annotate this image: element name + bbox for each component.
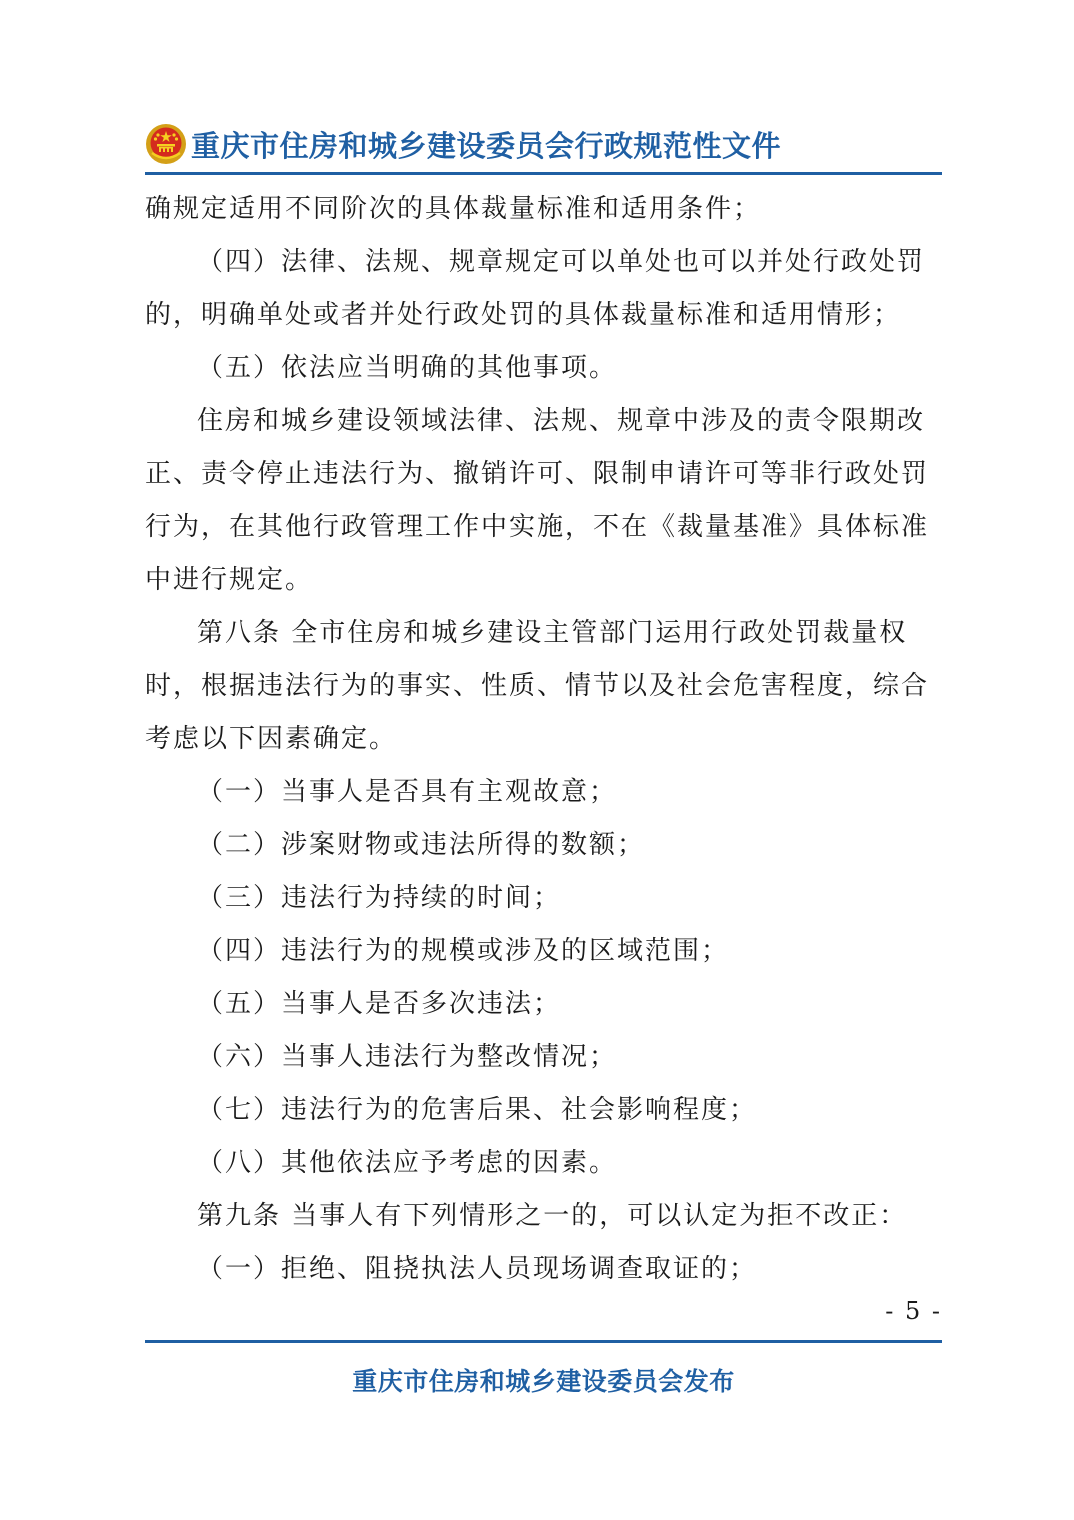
body-line: （五）依法应当明确的其他事项。 [197, 353, 618, 383]
body-line: （八）其他依法应予考虑的因素。 [197, 1148, 618, 1178]
body-line: （一）拒绝、阻挠执法人员现场调查取证的； [197, 1254, 758, 1284]
body-line: （七）违法行为的危害后果、社会影响程度； [197, 1095, 758, 1125]
body-line: 第八条 全市住房和城乡建设主管部门运用行政处罚裁量权 [197, 618, 908, 648]
body-line: （一）当事人是否具有主观故意； [197, 777, 618, 807]
page-number: - 5 - [885, 1297, 942, 1325]
body-line: 行为，在其他行政管理工作中实施，不在《裁量基准》具体标准 [145, 512, 930, 542]
body-line: 中进行规定。 [145, 565, 314, 595]
body-line: 确规定适用不同阶次的具体裁量标准和适用条件； [145, 194, 762, 224]
body-line: （五）当事人是否多次违法； [197, 989, 562, 1019]
body-line: （四）违法行为的规模或涉及的区域范围； [197, 936, 730, 966]
body-line: （三）违法行为持续的时间； [197, 883, 562, 913]
footer-divider [145, 1340, 942, 1343]
body-line: 时，根据违法行为的事实、性质、情节以及社会危害程度，综合 [145, 671, 930, 701]
body-line: 第九条 当事人有下列情形之一的，可以认定为拒不改正： [197, 1201, 908, 1231]
body-line: 正、责令停止违法行为、撤销许可、限制申请许可等非行政处罚 [145, 459, 930, 489]
document-body [145, 183, 942, 1296]
body-line: 考虑以下因素确定。 [145, 724, 398, 754]
footer-publisher: 重庆市住房和城乡建设委员会发布 [352, 1367, 735, 1396]
body-line: 的，明确单处或者并处行政处罚的具体裁量标准和适用情形； [145, 300, 902, 330]
body-line: 住房和城乡建设领域法律、法规、规章中涉及的责令限期改 [197, 406, 926, 436]
header-title: 重庆市住房和城乡建设委员会行政规范性文件 [191, 128, 782, 163]
body-line: （二）涉案财物或违法所得的数额； [197, 830, 646, 860]
header-divider [145, 172, 942, 175]
body-line: （四）法律、法规、规章规定可以单处也可以并处行政处罚 [197, 247, 926, 277]
body-line: （六）当事人违法行为整改情况； [197, 1042, 618, 1072]
document-header [145, 118, 942, 170]
national-emblem-icon [145, 123, 187, 165]
